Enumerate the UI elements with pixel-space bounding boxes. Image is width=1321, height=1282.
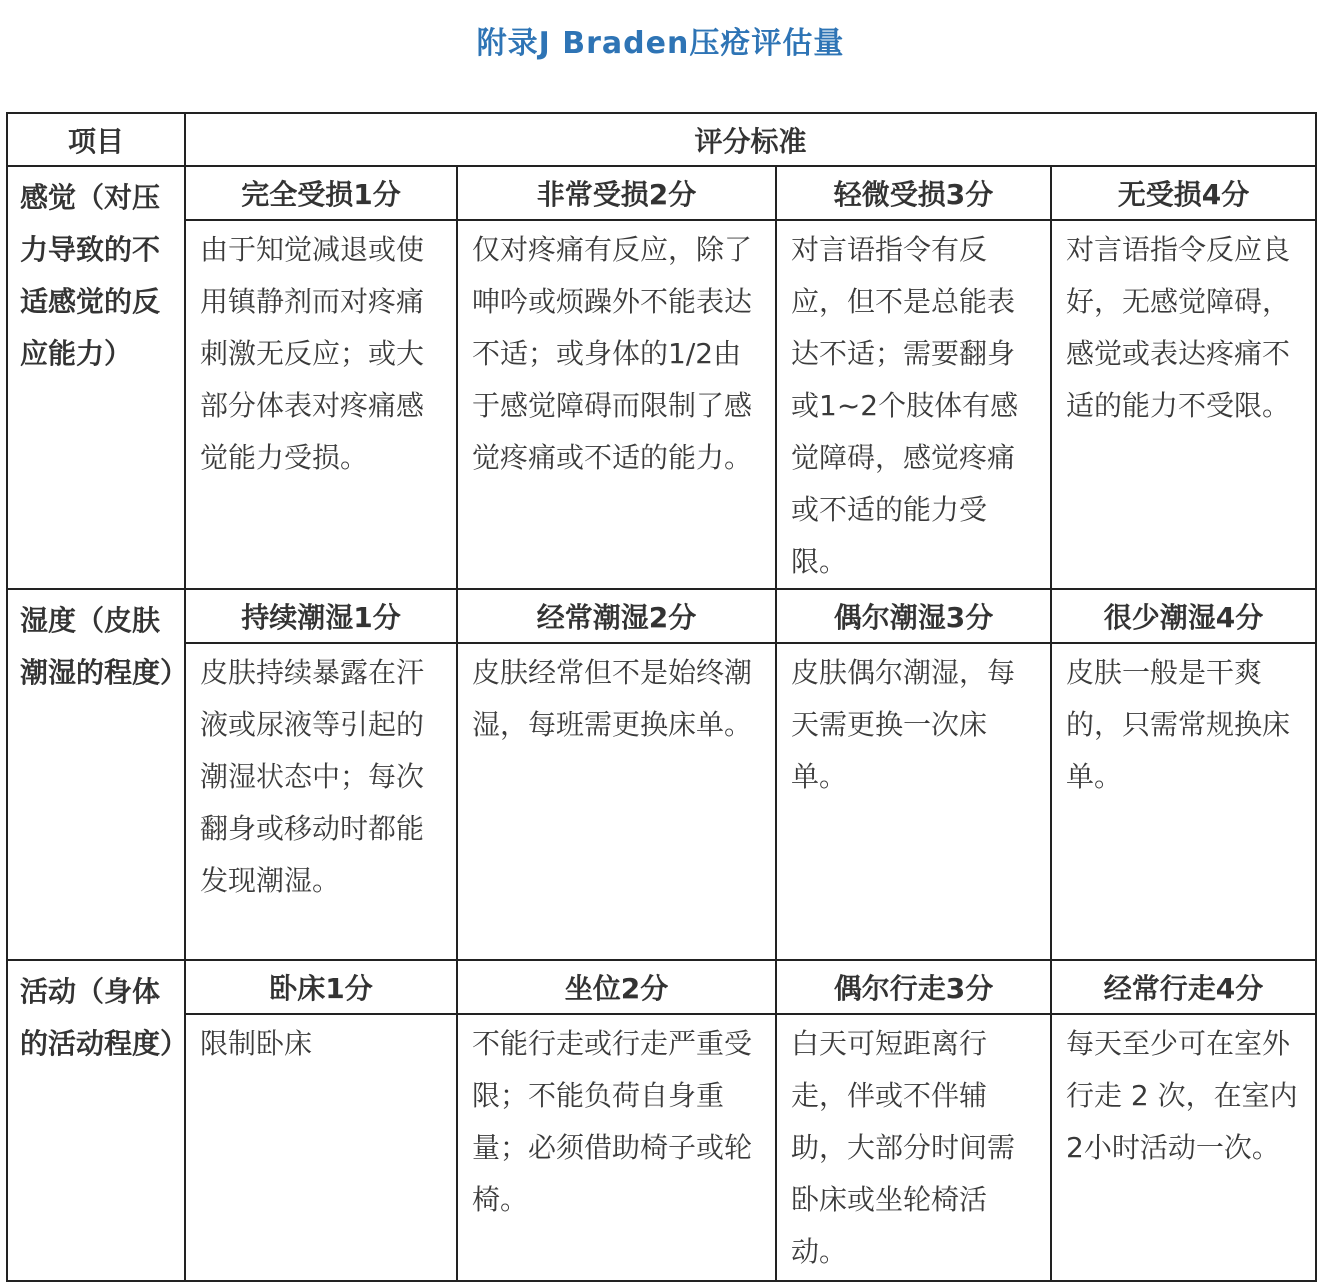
table-row	[7, 1014, 1316, 1281]
level-description: 对言语指令有反应，但不是总能表达不适；需要翻身或1~2个肢体有感觉障碍，感觉疼痛或不适的能力受限。	[776, 220, 1051, 589]
level-description: 对言语指令反应良好，无感觉障碍，感觉或表达疼痛不适的能力不受限。	[1051, 220, 1316, 589]
table-header-row	[7, 113, 1316, 166]
level-label: 无受损4分	[1051, 166, 1316, 220]
braden-scale-table	[6, 112, 1317, 1282]
level-label: 完全受损1分	[185, 166, 457, 220]
level-description: 由于知觉减退或使用镇静剂而对疼痛刺激无反应；或大部分体表对疼痛感觉能力受损。	[185, 220, 457, 589]
level-label: 坐位2分	[457, 960, 776, 1014]
table-row	[7, 166, 1316, 220]
level-label: 偶尔潮湿3分	[776, 589, 1051, 643]
level-label: 轻微受损3分	[776, 166, 1051, 220]
level-description: 皮肤一般是干爽的，只需常规换床单。	[1051, 643, 1316, 960]
level-description: 皮肤经常但不是始终潮湿，每班需更换床单。	[457, 643, 776, 960]
level-label: 经常潮湿2分	[457, 589, 776, 643]
table-row	[7, 220, 1316, 589]
level-description: 白天可短距离行走，伴或不伴辅助，大部分时间需卧床或坐轮椅活动。	[776, 1014, 1051, 1281]
level-description: 仅对疼痛有反应，除了呻吟或烦躁外不能表达不适；或身体的1/2由于感觉障碍而限制了感觉疼痛或不适的能力。	[457, 220, 776, 589]
level-label: 经常行走4分	[1051, 960, 1316, 1014]
header-item: 项目	[7, 113, 185, 166]
table-row	[7, 589, 1316, 643]
level-label: 很少潮湿4分	[1051, 589, 1316, 643]
level-label: 持续潮湿1分	[185, 589, 457, 643]
table-row	[7, 643, 1316, 960]
level-description: 不能行走或行走严重受限；不能负荷自身重量；必须借助椅子或轮椅。	[457, 1014, 776, 1281]
level-label: 非常受损2分	[457, 166, 776, 220]
row-item-activity: 活动（身体的活动程度）	[7, 960, 185, 1281]
level-description: 限制卧床	[185, 1014, 457, 1281]
row-item-sensory: 感觉（对压力导致的不适感觉的反应能力）	[7, 166, 185, 589]
level-label: 偶尔行走3分	[776, 960, 1051, 1014]
level-description: 皮肤偶尔潮湿，每天需更换一次床单。	[776, 643, 1051, 960]
row-item-moisture: 湿度（皮肤潮湿的程度）	[7, 589, 185, 960]
table-row	[7, 960, 1316, 1014]
level-description: 皮肤持续暴露在汗液或尿液等引起的潮湿状态中；每次翻身或移动时都能发现潮湿。	[185, 643, 457, 960]
level-label: 卧床1分	[185, 960, 457, 1014]
page-title: 附录J Braden压疮评估量	[476, 26, 845, 61]
level-description: 每天至少可在室外行走 2 次，在室内2小时活动一次。	[1051, 1014, 1316, 1281]
header-criteria: 评分标准	[185, 113, 1316, 166]
